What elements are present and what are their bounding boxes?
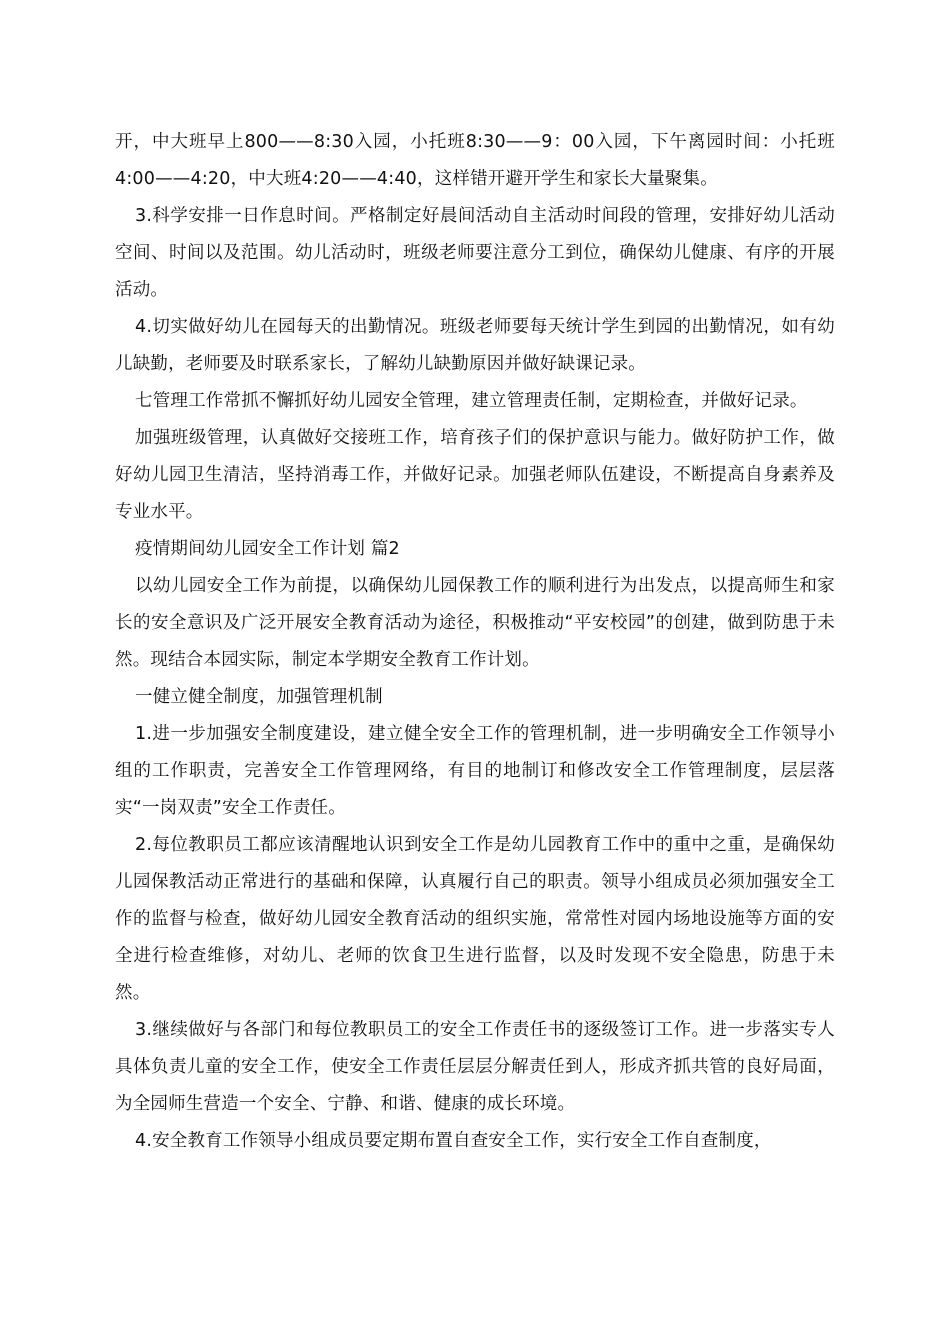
- paragraph-7: 1.进一步加强安全制度建设，建立健全安全工作的管理机制，进一步明确安全工作领导小组的工作职责，完善安全工作管理网络，有目的地制订和修改安全工作管理制度，层层落实“一岗双责”安全工作责任。: [115, 724, 835, 818]
- paragraph-9: 3.继续做好与各部门和每位教职员工的安全工作责任书的逐级签订工作。进一步落实专人具体负责儿童的安全工作，使安全工作责任层层分解责任到人，形成齐抓共管的良好局面，为全园师生营造一个安全、宁静、和谐、健康的成长环境。: [115, 1020, 835, 1114]
- paragraph-8: 2.每位教职员工都应该清醒地认识到安全工作是幼儿园教育工作中的重中之重，是确保幼儿园保教活动正常进行的基础和保障，认真履行自己的职责。领导小组成员必须加强安全工作的监督与检查，做好幼儿园安全教育活动的组织实施，常常性对园内场地设施等方面的安全进行检查维修，对幼儿、老师的饮食卫生进行监督，以及时发现不安全隐患，防患于未然。: [115, 835, 835, 1003]
- subheading: 一健立健全制度，加强管理机制: [135, 687, 383, 707]
- paragraph-3: 4.切实做好幼儿在园每天的出勤情况。班级老师要每天统计学生到园的出勤情况，如有幼儿缺勤，老师要及时联系家长，了解幼儿缺勤原因并做好缺课记录。: [115, 317, 835, 374]
- paragraph-5: 加强班级管理，认真做好交接班工作，培育孩子们的保护意识与能力。做好防护工作，做好幼儿园卫生清洁，坚持消毒工作，并做好记录。加强老师队伍建设，不断提高自身素养及专业水平。: [115, 428, 835, 522]
- document-body: [115, 124, 835, 1160]
- section-heading: 疫情期间幼儿园安全工作计划 篇2: [135, 539, 400, 559]
- paragraph-4: 七管理工作常抓不懈抓好幼儿园安全管理，建立管理责任制，定期检查，并做好记录。: [135, 391, 808, 411]
- paragraph-10: 4.安全教育工作领导小组成员要定期布置自查安全工作，实行安全工作自查制度，: [135, 1131, 772, 1151]
- paragraph-1: 开，中大班早上800——8:30入园，小托班8:30——9：00入园，下午离园时间：小托班4:00——4:20，中大班4:20——4:40，这样错开避开学生和家长大量聚集。: [115, 132, 835, 189]
- paragraph-6: 以幼儿园安全工作为前提，以确保幼儿园保教工作的顺利进行为出发点，以提高师生和家长的安全意识及广泛开展安全教育活动为途径，积极推动“平安校园”的创建，做到防患于未然。现结合本园实际，制定本学期安全教育工作计划。: [115, 576, 835, 670]
- paragraph-2: 3.科学安排一日作息时间。严格制定好晨间活动自主活动时间段的管理，安排好幼儿活动空间、时间以及范围。幼儿活动时，班级老师要注意分工到位，确保幼儿健康、有序的开展活动。: [115, 206, 835, 300]
